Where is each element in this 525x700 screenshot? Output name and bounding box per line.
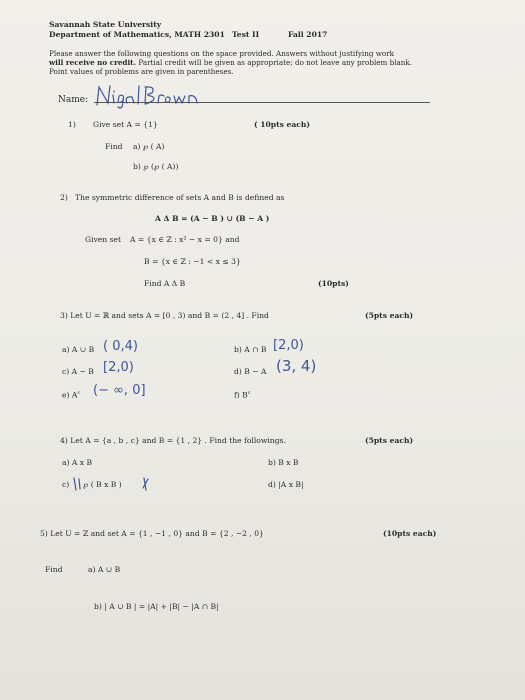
q3-part-e-label: e) A — [62, 390, 78, 400]
q3-answer-c: [2,0) — [103, 360, 134, 375]
q3-answer-d: (3, 4) — [276, 357, 317, 375]
q1-find: Find — [105, 142, 123, 151]
instructions-rest: Partial credit will be given as appropriate; do not leave any problem blank. — [138, 58, 413, 67]
q3-answer-b: [2,0) — [273, 338, 304, 353]
q5-part-b: b) | A ∪ B | = |A| + |B| − |A ∩ B| — [94, 602, 219, 611]
q2-definition: A Δ B = (A − B ) ∪ (B − A ) — [155, 214, 270, 223]
q2-prompt: The symmetric difference of sets A and B is defined as — [75, 193, 285, 202]
university-name: Savannah State University — [49, 20, 162, 29]
q1-part-b: b) ℘ (℘ ( A)) — [133, 162, 179, 171]
handwritten-name — [94, 83, 204, 109]
q4-prompt: 4) Let A = {a , b , c} and B = {1 , 2} . Find the followings. — [60, 436, 286, 445]
q1-number: 1) — [68, 120, 76, 129]
q2-given: Given set — [85, 235, 122, 244]
q3-prompt: 3) Let U = ℝ and sets A = [0 , 3) and B = (2 , 4] . Find — [60, 311, 269, 320]
q3-part-e — [62, 391, 80, 399]
q3-part-c: c) A − B — [62, 367, 94, 376]
q5-prompt: 5) Let U = ℤ and set A = {1 , −1 , 0} and B = {2 , −2 , 0} — [40, 529, 264, 538]
q4-c-handwritten-mark — [71, 476, 83, 492]
q4-points: (5pts each) — [365, 436, 414, 445]
q3-part-f-sup: c — [247, 390, 251, 396]
q3-answer-e: (− ∞, 0] — [93, 383, 146, 398]
q3-part-f — [234, 391, 251, 399]
q2-set-b: B = {x ∈ ℤ : −1 < x ≤ 3} — [144, 257, 241, 266]
q1-points: ( 10pts each) — [254, 120, 311, 129]
q4-c-handwritten-bracket — [141, 476, 151, 492]
q3-part-a: a) A ∪ B — [62, 345, 95, 354]
q3-part-e-sup: c — [77, 390, 81, 396]
q5-points: (10pts each) — [383, 529, 437, 538]
q3-part-b: b) A ∩ B — [234, 345, 267, 354]
q1-part-a: a) ℘ ( A) — [133, 142, 165, 151]
instructions-line-1: Please answer the following questions on the space provided. Answers without justifying work — [49, 49, 394, 58]
q4-part-d: d) |A x B| — [268, 480, 304, 489]
q4-part-c: c) — [62, 480, 70, 489]
test-label: Test II — [232, 30, 260, 39]
instructions-bold: will receive no credit. — [49, 58, 137, 67]
q4-part-a: a) A x B — [62, 458, 93, 467]
name-label: Name: — [58, 95, 89, 105]
instructions-line-2 — [49, 59, 412, 66]
q2-find: Find A Δ B — [144, 279, 186, 288]
q3-part-f-label: f) B — [234, 390, 248, 400]
q4-part-c-expr: ℘ ( B x B ) — [83, 480, 122, 489]
q3-points: (5pts each) — [365, 311, 414, 320]
q3-part-d: d) B − A — [234, 367, 267, 376]
q5-part-a: a) A ∪ B — [88, 565, 121, 574]
department-name: Department of Mathematics, MATH 2301 — [49, 30, 225, 39]
q5-find: Find — [45, 565, 63, 574]
q3-answer-a: ( 0,4) — [103, 339, 138, 354]
instructions-line-3: Point values of problems are given in parentheses. — [49, 67, 234, 76]
term-label: Fall 2017 — [288, 30, 328, 39]
q2-points: (10pts) — [318, 279, 349, 288]
q1-prompt: Give set A = {1} — [93, 120, 158, 129]
q2-set-a: A = {x ∈ ℤ : x² − x = 0} and — [130, 235, 240, 244]
q4-part-b: b) B x B — [268, 458, 299, 467]
q2-number: 2) — [60, 193, 68, 202]
